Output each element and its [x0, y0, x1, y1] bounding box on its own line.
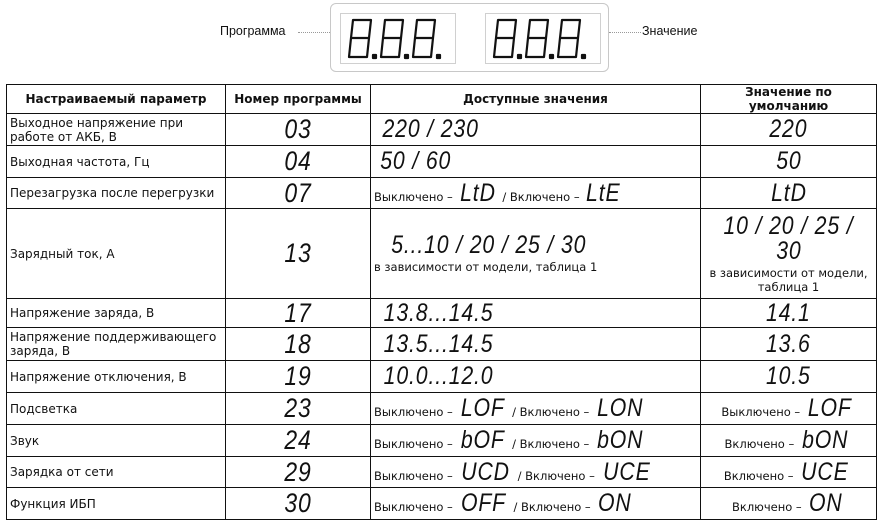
program-number: 17: [284, 298, 312, 328]
header-available-values: Доступные значения: [371, 85, 701, 114]
on-text: / Включено –: [512, 437, 590, 451]
on-code: LtE: [586, 178, 621, 207]
settings-table: [6, 84, 877, 520]
value-label: Значение: [642, 24, 698, 38]
table-header-row: [7, 85, 877, 114]
default-text: Включено –: [724, 437, 795, 451]
program-number: 23: [284, 393, 312, 423]
program-number: 04: [284, 146, 312, 176]
default-value: 13.6: [766, 329, 811, 358]
program-number: 24: [284, 425, 312, 455]
off-text: Выключено –: [374, 189, 453, 204]
program-number: 29: [284, 456, 312, 487]
table-row: [7, 425, 877, 457]
available-values: 5...10 / 20 / 25 / 30: [391, 231, 587, 259]
program-digits: [341, 14, 455, 63]
default-value: 10.5: [766, 362, 811, 390]
led-display-panel: [330, 3, 609, 72]
program-leader-line: [298, 32, 330, 33]
table-row: [7, 209, 877, 299]
available-values: 50 / 60: [380, 147, 452, 175]
program-number: 07: [284, 177, 312, 208]
program-number: 30: [284, 488, 312, 518]
program-display: [340, 13, 456, 64]
on-code: bON: [597, 426, 644, 454]
default-text: Включено –: [731, 500, 802, 514]
on-code: ON: [597, 489, 632, 517]
on-code: UCE: [602, 457, 651, 486]
table-row: [7, 393, 877, 425]
available-values: 13.8...14.5: [383, 298, 494, 327]
param-cell: Выходное напряжение при работе от АКБ, В: [7, 114, 226, 146]
program-label: Программа: [220, 24, 286, 38]
default-value: LtD: [770, 178, 807, 207]
param-cell: Функция ИБП: [7, 488, 226, 520]
default-text: Выключено –: [721, 405, 801, 419]
program-number: 13: [284, 238, 312, 268]
table-row: [7, 146, 877, 178]
param-cell: Перезагрузка после перегрузки: [7, 178, 226, 209]
program-number: 19: [284, 361, 312, 391]
table-row: [7, 299, 877, 328]
table-row: [7, 178, 877, 209]
off-code: bOF: [460, 426, 505, 454]
available-values: 10.0...12.0: [383, 362, 494, 390]
table-row: [7, 488, 877, 520]
header-parameter: Настраиваемый параметр: [7, 85, 226, 114]
default-value: 14.1: [766, 298, 811, 327]
off-text: Выключено –: [374, 500, 453, 514]
param-cell: Подсветка: [7, 393, 226, 425]
default-value: 220: [769, 115, 808, 143]
available-values: 13.5...14.5: [383, 329, 494, 358]
param-cell: Выходная частота, Гц: [7, 146, 226, 178]
off-text: Выключено –: [374, 437, 453, 451]
value-leader-line: [609, 32, 641, 33]
program-number: 18: [284, 328, 312, 359]
default-value-cont: 30: [775, 236, 802, 265]
default-code: ON: [808, 489, 843, 517]
param-cell: Напряжение поддерживающего заряда, В: [7, 328, 226, 361]
param-cell: Напряжение заряда, В: [7, 299, 226, 328]
available-note: в зависимости от модели, таблица 1: [374, 260, 598, 274]
program-number: 03: [284, 114, 312, 144]
param-cell: Напряжение отключения, В: [7, 361, 226, 393]
table-row: [7, 114, 877, 146]
table-row: [7, 361, 877, 393]
value-digits: [486, 14, 600, 63]
default-text: Включено –: [723, 468, 794, 483]
default-code: UCE: [801, 457, 849, 486]
param-cell: Звук: [7, 425, 226, 457]
on-code: LON: [597, 394, 644, 422]
default-value: 50: [775, 147, 802, 175]
available-values: 220 / 230: [382, 115, 479, 143]
table-row: [7, 457, 877, 488]
default-code: LOF: [807, 394, 852, 422]
on-text: / Включено –: [502, 189, 580, 204]
off-text: Выключено –: [374, 468, 453, 483]
on-text: / Включено –: [513, 500, 591, 514]
header-program-number: Номер программы: [226, 85, 371, 114]
on-text: / Включено –: [512, 405, 590, 419]
value-display: [485, 13, 601, 64]
param-cell: Зарядный ток, А: [7, 209, 226, 299]
off-code: LtD: [459, 178, 496, 207]
header-default-value: Значение по умолчанию: [701, 85, 877, 114]
default-value: 10 / 20 / 25 /: [723, 211, 854, 240]
default-code: bON: [802, 426, 849, 454]
on-text: / Включено –: [517, 468, 595, 483]
off-code: UCD: [460, 457, 510, 486]
off-code: LOF: [460, 394, 505, 422]
off-text: Выключено –: [374, 405, 453, 419]
default-note: в зависимости от модели, таблица 1: [709, 265, 868, 294]
param-cell: Зарядка от сети: [7, 457, 226, 488]
table-row: [7, 328, 877, 361]
off-code: OFF: [460, 489, 506, 517]
